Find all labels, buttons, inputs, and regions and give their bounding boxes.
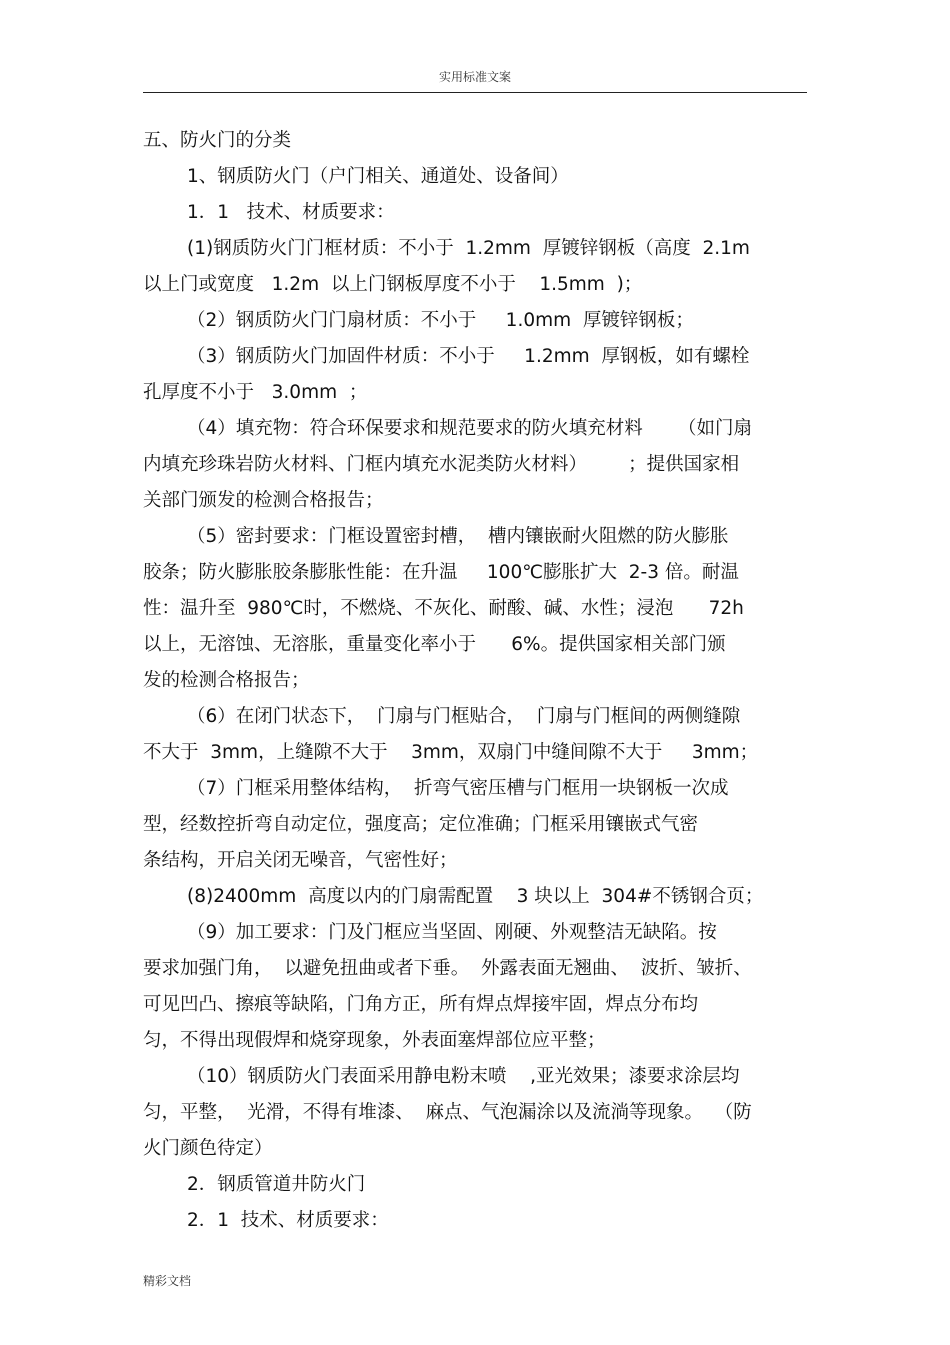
- text-line: (8)2400mm 高度以内的门扇需配置 3 块以上 304#不锈钢合页；: [187, 886, 764, 907]
- text-line: 1．1 技术、材质要求：: [187, 202, 395, 223]
- text-line: 发的检测合格报告；: [143, 670, 310, 691]
- text-line: （3）钢质防火门加固件材质：不小于 1.2mm 厚钢板，如有螺栓: [187, 346, 750, 367]
- text-line: (1)钢质防火门门框材质：不小于 1.2mm 厚镀锌钢板（高度 2.1m: [187, 238, 750, 259]
- text-line: 以上，无溶蚀、无溶胀，重量变化率小于 6%。提供国家相关部门颁: [143, 634, 726, 655]
- text-line: 关部门颁发的检测合格报告；: [143, 490, 384, 511]
- text-line: 火门颜色待定）: [143, 1138, 273, 1159]
- text-line: （6）在闭门状态下， 门扇与门框贴合， 门扇与门框间的两侧缝隙: [187, 706, 741, 727]
- text-line: 五、防火门的分类: [143, 130, 292, 151]
- page-footer: 精彩文档: [143, 1274, 192, 1288]
- text-line: （4）填充物：符合环保要求和规范要求的防火填充材料 （如门扇: [187, 418, 753, 439]
- text-line: 性：温升至 980℃时，不燃烧、不灰化、耐酸、碱、水性；浸泡 72h: [143, 598, 744, 619]
- text-line: 内填充珍珠岩防火材料、门框内填充水泥类防火材料） ；提供国家相: [143, 454, 740, 475]
- text-line: （9）加工要求：门及门框应当坚固、刚硬、外观整洁无缺陷。按: [187, 922, 717, 943]
- text-line: 孔厚度不小于 3.0mm ；: [143, 382, 368, 403]
- document-body: [143, 123, 807, 1239]
- text-line: （10）钢质防火门表面采用静电粉末喷 ,亚光效果；漆要求涂层均: [187, 1066, 740, 1087]
- text-line: 匀，平整， 光滑，不得有堆漆、 麻点、气泡漏涂以及流淌等现象。 （防: [143, 1102, 752, 1123]
- text-line: （2）钢质防火门门扇材质：不小于 1.0mm 厚镀锌钢板；: [187, 310, 694, 331]
- text-line: 型，经数控折弯自动定位，强度高；定位准确；门框采用镶嵌式气密: [143, 814, 699, 835]
- page-header: 实用标准文案: [438, 70, 511, 84]
- text-line: 以上门或宽度 1.2m 以上门钢板厚度不小于 1.5mm )；: [143, 274, 643, 295]
- text-line: 匀，不得出现假焊和烧穿现象，外表面塞焊部位应平整；: [143, 1030, 606, 1051]
- text-line: 2．1 技术、材质要求：: [187, 1210, 389, 1231]
- header-divider: [143, 92, 807, 93]
- text-line: 2．钢质管道井防火门: [187, 1174, 366, 1195]
- text-line: 可见凹凸、擦痕等缺陷，门角方正，所有焊点焊接牢固，焊点分布均: [143, 994, 699, 1015]
- text-line: （5）密封要求：门框设置密封槽， 槽内镶嵌耐火阻燃的防火膨胀: [187, 526, 729, 547]
- text-line: 不大于 3mm，上缝隙不大于 3mm，双扇门中缝间隙不大于 3mm；: [143, 742, 759, 763]
- text-line: 条结构，开启关闭无噪音，气密性好；: [143, 850, 458, 871]
- text-line: 要求加强门角， 以避免扭曲或者下垂。 外露表面无翘曲、 波折、皱折、: [143, 958, 752, 979]
- text-line: （7）门框采用整体结构， 折弯气密压槽与门框用一块钢板一次成: [187, 778, 729, 799]
- text-line: 胶条；防火膨胀胶条膨胀性能：在升温 100℃膨胀扩大 2-3 倍。耐温: [143, 562, 739, 583]
- text-line: 1、钢质防火门（户门相关、通道处、设备间）: [187, 166, 569, 187]
